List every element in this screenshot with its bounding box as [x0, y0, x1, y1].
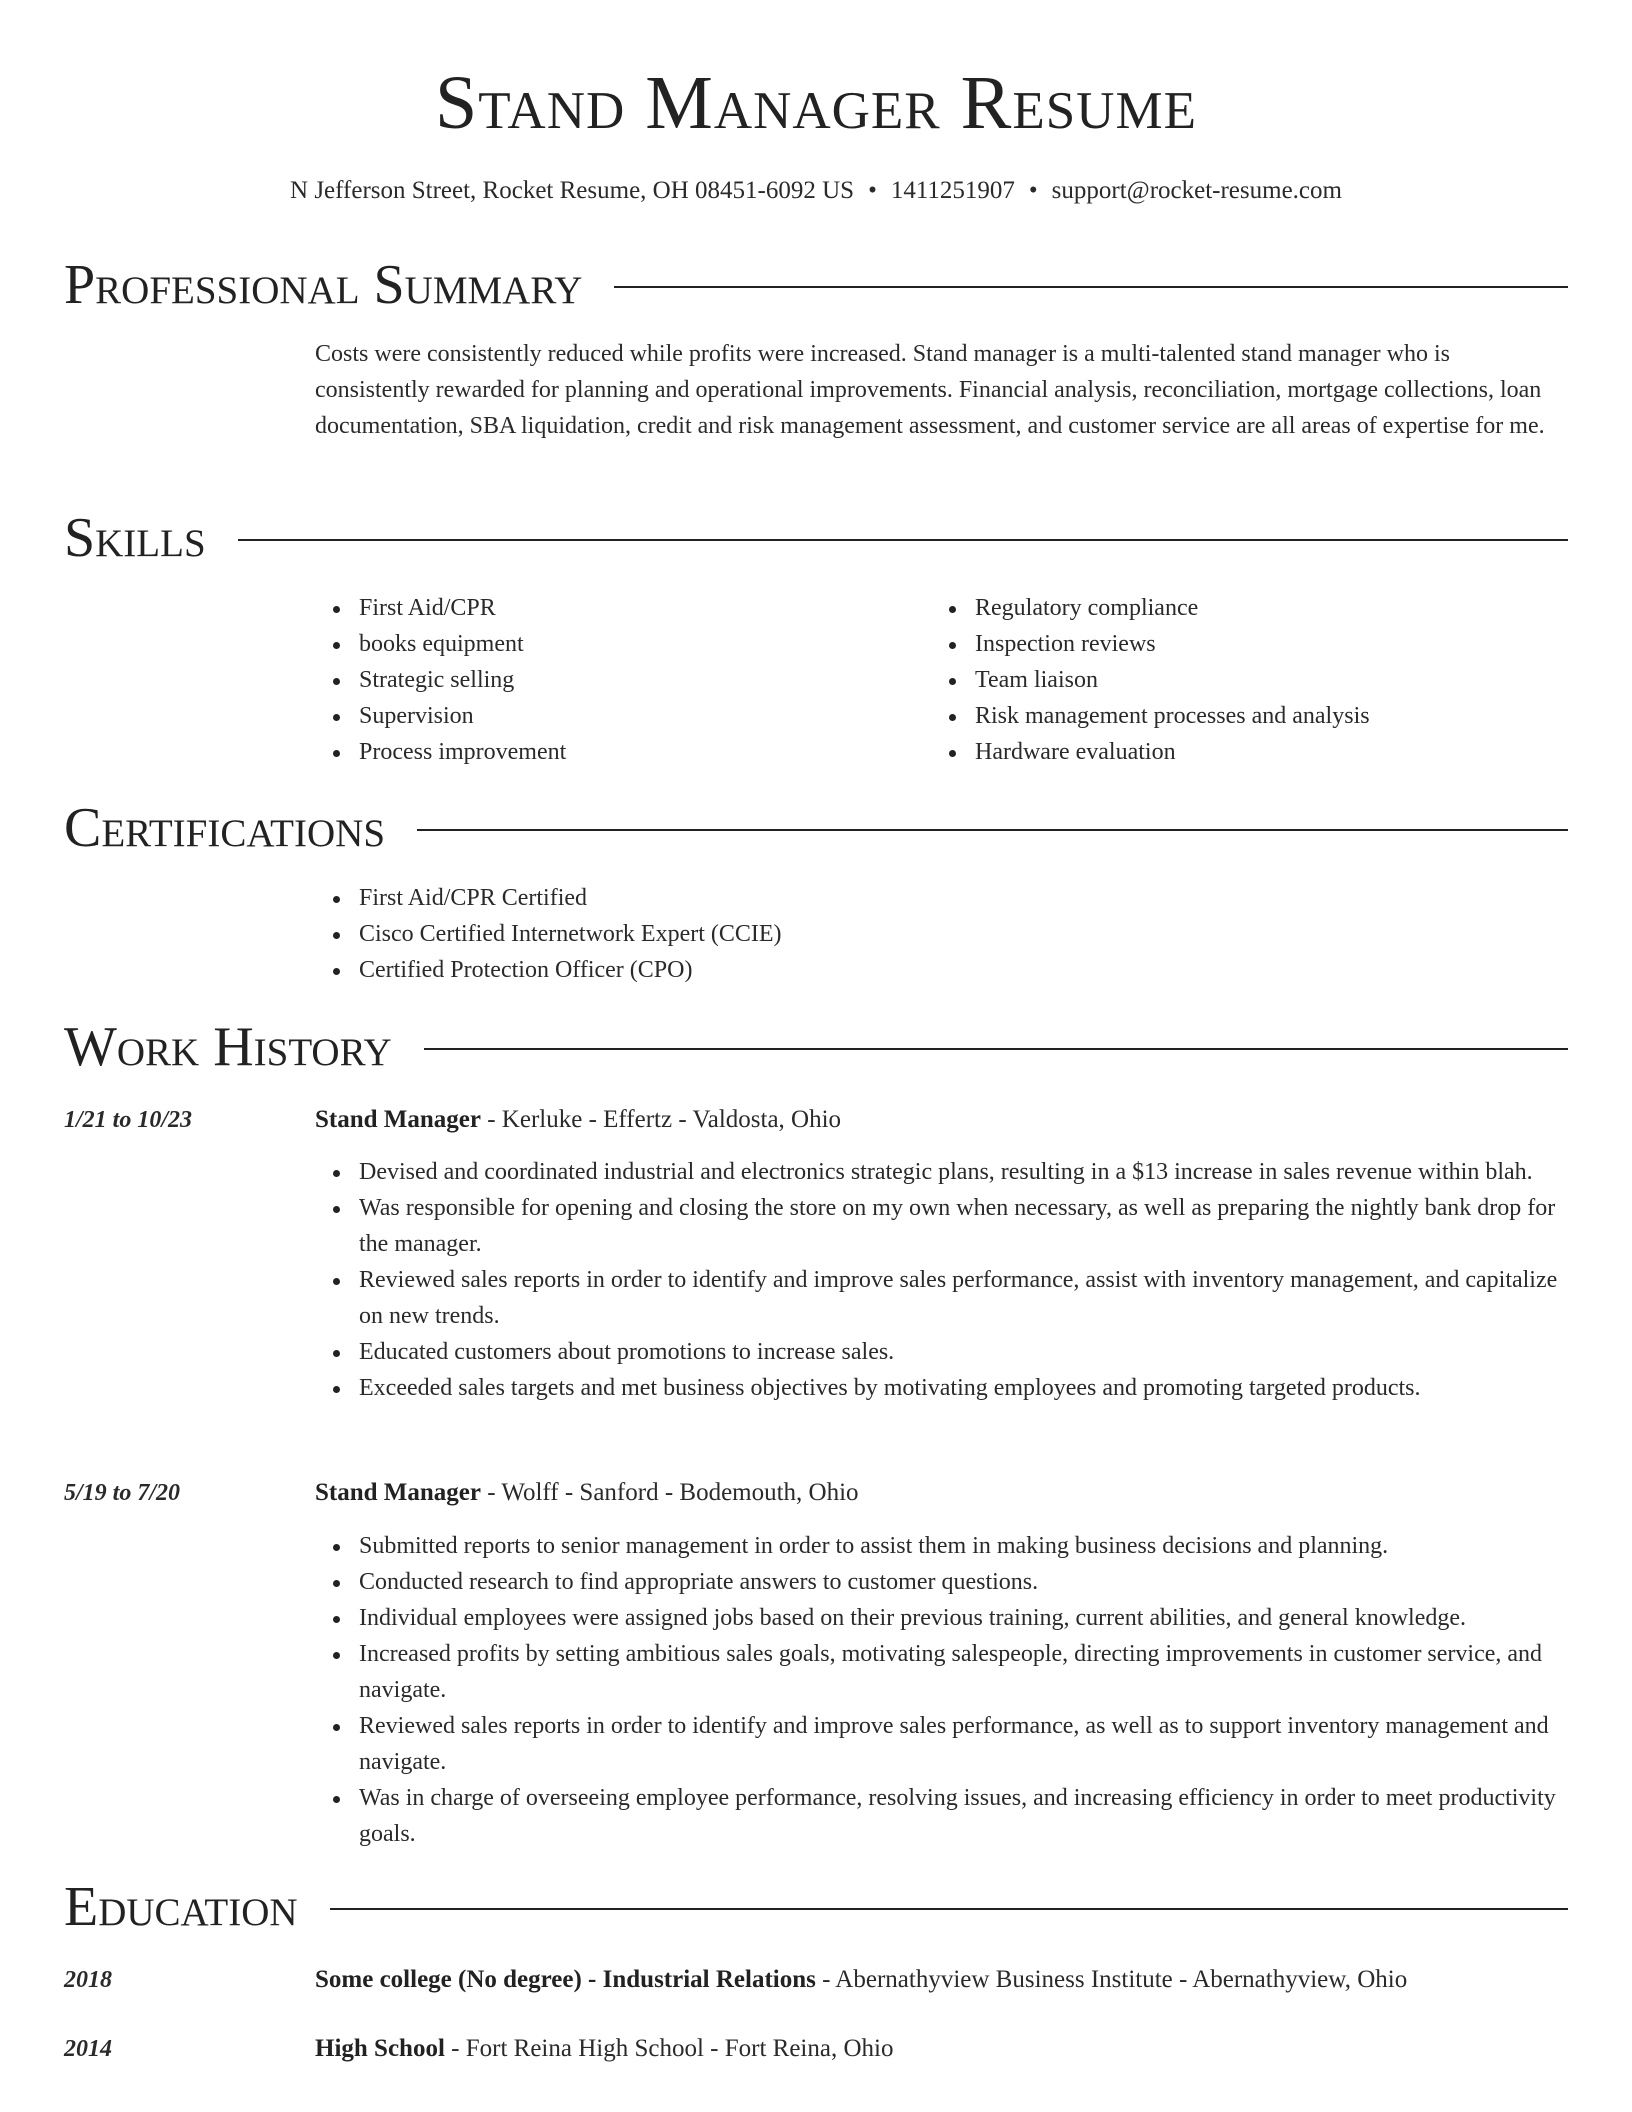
skill-item: Supervision [359, 698, 875, 734]
certification-item: First Aid/CPR Certified [359, 880, 1570, 916]
skill-item: Inspection reviews [975, 626, 1491, 662]
section-title: Certifications [64, 797, 386, 859]
education-year: 2014 [64, 2036, 112, 2062]
skill-item: Hardware evaluation [975, 734, 1491, 770]
section-skills [64, 503, 1568, 573]
section-title: Education [64, 1876, 298, 1938]
education-school: - Fort Reina High School - Fort Reina, Ohio [444, 2035, 894, 2062]
job-bullet: Was responsible for opening and closing the store on my own when necessary, as well as preparing the nightly bank drop for the manager. [359, 1190, 1570, 1262]
section-divider [424, 1048, 1568, 1050]
skill-item: Strategic selling [359, 662, 875, 698]
summary-text-block [315, 336, 1570, 444]
skill-item: Process improvement [359, 734, 875, 770]
skill-item: First Aid/CPR [359, 590, 875, 626]
certifications-list [315, 880, 1570, 988]
certification-item: Cisco Certified Internetwork Expert (CCIE) [359, 916, 1570, 952]
skill-item: Team liaison [975, 662, 1491, 698]
job-heading [315, 1102, 1570, 1138]
job-bullet: Was in charge of overseeing employee performance, resolving issues, and increasing efficiency in order to meet productivity goals. [359, 1780, 1570, 1852]
job-title: Stand Manager [315, 1106, 481, 1133]
section-title: Work History [64, 1016, 392, 1078]
education-degree: Some college (No degree) - Industrial Relations [315, 1966, 816, 1993]
section-title: Professional Summary [64, 254, 583, 316]
job-bullet: Submitted reports to senior management in order to assist them in making business decisions and planning. [359, 1528, 1570, 1564]
section-work-history [64, 1012, 1568, 1082]
education-degree: High School [315, 2035, 445, 2062]
job-dates: 1/21 to 10/23 [64, 1107, 193, 1133]
job-bullet-list [315, 1528, 1570, 1852]
job-heading [315, 1475, 1570, 1511]
job-bullet: Reviewed sales reports in order to identify and improve sales performance, assist with inventory management, and capitalize on new trends. [359, 1262, 1570, 1334]
education-entry [315, 1962, 1570, 1998]
contact-phone: 1411251907 [890, 177, 1015, 204]
section-divider [238, 539, 1568, 541]
job-bullet: Exceeded sales targets and met business objectives by motivating employees and promoting targeted products. [359, 1370, 1570, 1406]
job-company-location: - Wolff - Sanford - Bodemouth, Ohio [480, 1479, 859, 1506]
section-professional-summary [64, 250, 1568, 320]
skill-item: Risk management processes and analysis [975, 698, 1491, 734]
skills-column-left [315, 590, 875, 770]
education-year: 2018 [64, 1967, 112, 1993]
job-bullet: Increased profits by setting ambitious sales goals, motivating salespeople, directing improvements in customer service, and navigate. [359, 1636, 1570, 1708]
contact-address: N Jefferson Street, Rocket Resume, OH 08451-6092 US [290, 177, 855, 204]
job-dates: 5/19 to 7/20 [64, 1480, 181, 1506]
job-bullet: Devised and coordinated industrial and electronics strategic plans, resulting in a $13 increase in sales revenue within blah. [359, 1154, 1570, 1190]
section-divider [330, 1908, 1568, 1910]
education-school: - Abernathyview Business Institute - Abernathyview, Ohio [815, 1966, 1408, 1993]
resume-title: Stand Manager Resume [435, 61, 1197, 145]
contact-email: support@rocket-resume.com [1051, 177, 1342, 204]
job-company-location: - Kerluke - Effertz - Valdosta, Ohio [480, 1106, 842, 1133]
section-certifications [64, 793, 1568, 863]
skill-item: books equipment [359, 626, 875, 662]
summary-paragraph: Costs were consistently reduced while profits were increased. Stand manager is a multi-talented stand manager who is consistently rewarded for planning and operational improvements. Financial analysis, reconciliation, mortgage collections, loan documentation, SBA liquidation, credit and risk management assessment, and customer service are all areas of expertise for me. [315, 341, 1545, 439]
job-bullet: Educated customers about promotions to increase sales. [359, 1334, 1570, 1370]
job-title: Stand Manager [315, 1479, 481, 1506]
section-title: Skills [64, 507, 206, 569]
education-entry [315, 2031, 1570, 2067]
section-education [64, 1872, 1568, 1942]
certification-item: Certified Protection Officer (CPO) [359, 952, 1570, 988]
skills-column-right [931, 590, 1491, 770]
skill-item: Regulatory compliance [975, 590, 1491, 626]
contact-line [0, 174, 1632, 208]
contact-separator: • [1028, 177, 1038, 204]
job-bullet: Reviewed sales reports in order to identify and improve sales performance, as well as to support inventory management and navigate. [359, 1708, 1570, 1780]
job-bullet: Individual employees were assigned jobs based on their previous training, current abilities, and general knowledge. [359, 1600, 1570, 1636]
job-bullet: Conducted research to find appropriate answers to customer questions. [359, 1564, 1570, 1600]
section-divider [417, 829, 1568, 831]
section-divider [614, 286, 1568, 288]
contact-separator: • [868, 177, 877, 204]
job-bullet-list [315, 1154, 1570, 1406]
